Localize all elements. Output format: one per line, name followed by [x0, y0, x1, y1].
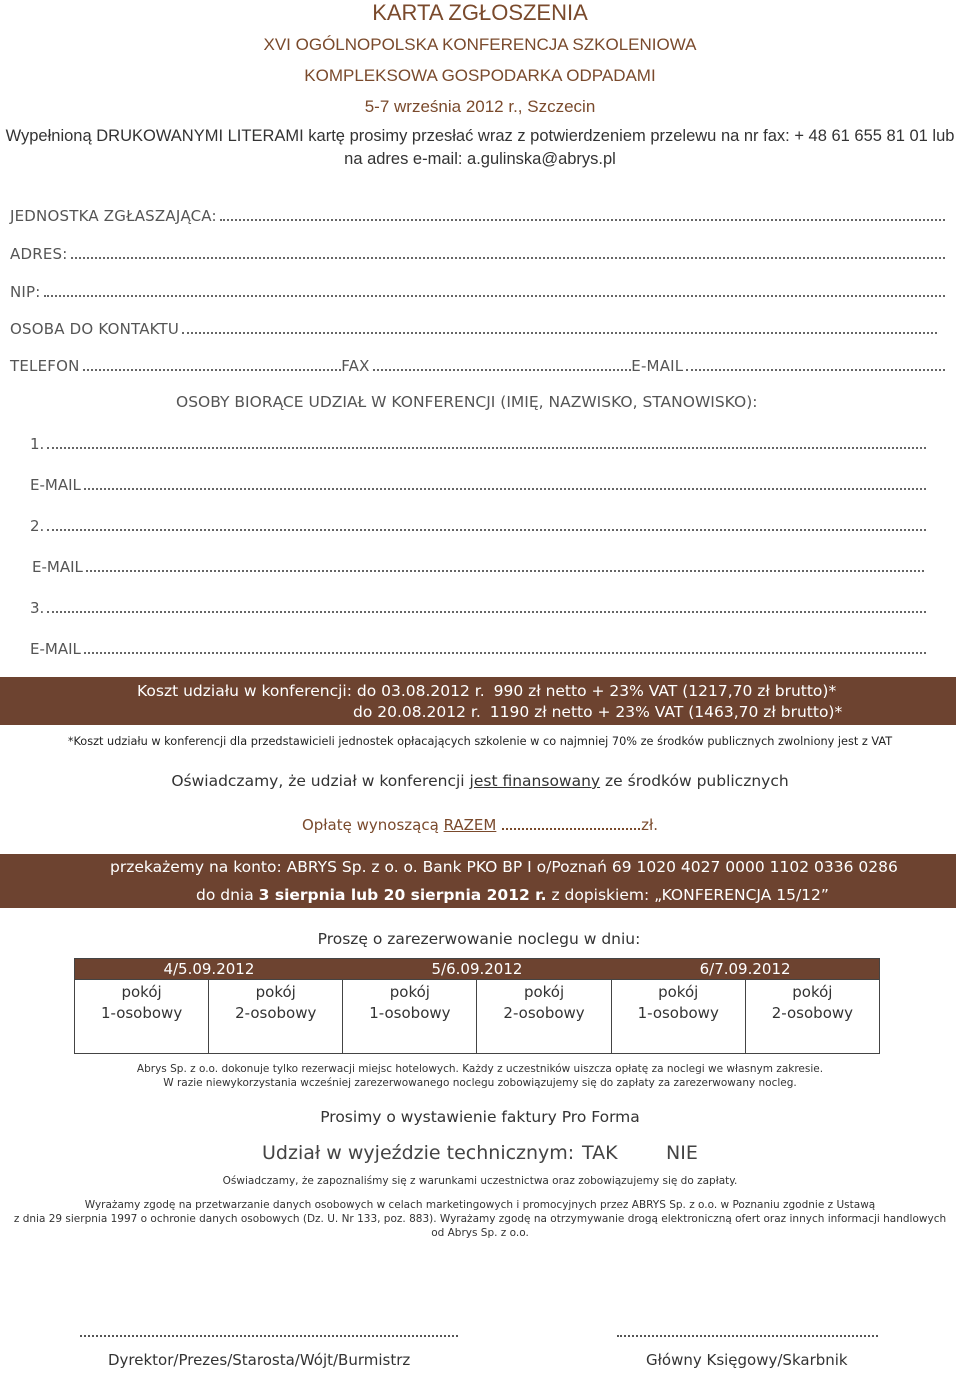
declaration-prefix: Oświadczamy, że udział w konferencji [171, 772, 465, 790]
cost-line-1 [137, 682, 836, 700]
payment-suffix: zł. [641, 816, 659, 834]
conference-topic: KOMPLEKSOWA GOSPODARKA ODPADAMI [304, 66, 656, 85]
participant-3-email-line[interactable] [84, 652, 926, 654]
instruction-line-1: Wypełnioną DRUKOWANYMI LITERAMI kartę prosimy przesłać wraz z potwierdzeniem przelewu na nr fax: + 48 61 655 81 01 lub [5, 127, 955, 145]
instruction-line-2: na adres e-mail: a.gulinska@abrys.pl [344, 150, 616, 168]
room-type: 1-osobowy [637, 1004, 719, 1022]
input-line-email[interactable] [686, 369, 945, 371]
participant-2-email-line[interactable] [86, 570, 924, 572]
label-fax: FAX [341, 357, 370, 375]
payment-amount-line[interactable] [502, 828, 640, 830]
signature-line-left[interactable] [80, 1333, 458, 1337]
label-osoba: OSOBA DO KONTAKTU [10, 320, 180, 338]
lodging-date-2: 5/6.09.2012 [343, 959, 611, 980]
account-line: przekażemy na konto: ABRYS Sp. z o. o. Bank PKO BP I o/Poznań 69 1020 4027 0000 1102 0336 0286 [110, 858, 898, 876]
room-word: pokój [389, 983, 430, 1001]
participant-1-line[interactable] [47, 447, 926, 449]
lodging-option-3-double[interactable] [745, 980, 879, 1054]
financing-declaration [0, 772, 960, 790]
room-type: 2-osobowy [771, 1004, 854, 1022]
cost-line-1-price: 990 zł netto + 23% VAT (1217,70 zł brutto)* [493, 682, 837, 700]
input-line-telefon[interactable] [83, 369, 342, 371]
cost-line-2 [353, 703, 842, 721]
participants-heading: OSOBY BIORĄCE UDZIAŁ W KONFERENCJI (IMIĘ, NAZWISKO, STANOWISKO): [176, 393, 758, 411]
participant-1-email[interactable] [30, 472, 926, 494]
participant-2[interactable] [30, 513, 926, 535]
lodging-table [74, 958, 880, 1054]
signature-label-right: Główny Księgowy/Skarbnik [646, 1351, 848, 1369]
label-adres: ADRES: [10, 245, 68, 263]
input-line-osoba[interactable] [182, 332, 937, 334]
lodging-heading: Proszę o zarezerwowanie noclegu w dniu: [317, 930, 641, 948]
form-title: KARTA ZGŁOSZENIA [372, 0, 588, 25]
room-word: pokój [523, 983, 565, 1001]
room-word: pokój [121, 983, 162, 1001]
cost-line-2-prefix: do 20.08.2012 r. [353, 703, 481, 721]
participant-number: 3. [30, 599, 45, 617]
trip-label: Udział w wyjeździe technicznym: [262, 1142, 575, 1164]
signature-line-right[interactable] [617, 1333, 878, 1337]
input-line-adres[interactable] [71, 257, 946, 259]
field-contact-row[interactable] [10, 353, 945, 375]
field-adres[interactable] [10, 241, 945, 263]
room-type: 1-osobowy [100, 1004, 183, 1022]
participant-email-label: E-MAIL [32, 558, 83, 576]
participant-3[interactable] [30, 595, 926, 617]
participant-number: 1. [30, 435, 45, 453]
participant-1[interactable] [30, 431, 926, 453]
payment-razem: RAZEM [443, 816, 497, 834]
cost-line-1-prefix: Koszt udziału w konferencji: do 03.08.2012 r. [137, 682, 485, 700]
room-word: pokój [658, 983, 699, 1001]
consent-line-1: Wyrażamy zgodę na przetwarzanie danych osobowych w celach marketingowych i promocyjnych przez ABRYS Sp. z o.o. w Poznaniu zgodnie z Ustawą [84, 1199, 876, 1211]
conference-name: XVI OGÓLNOPOLSKA KONFERENCJA SZKOLENIOWA [263, 35, 697, 54]
participant-email-label: E-MAIL [30, 640, 81, 658]
consent-line-2: z dnia 29 sierpnia 1997 o ochronie danych osobowych (Dz. U. Nr 133, poz. 883). Wyrażamy zgodę na otrzymywanie drogą elektroniczną ofert oraz innych informacji handlowych [13, 1213, 947, 1225]
lodging-note-1: Abrys Sp. z o.o. dokonuje tylko rezerwacji miejsc hotelowych. Każdy z uczestników uiszcza opłatę za noclegi we własnym zakresie. [136, 1063, 824, 1075]
field-osoba[interactable] [10, 316, 945, 338]
participant-email-label: E-MAIL [30, 476, 81, 494]
payment-prefix: Opłatę wynoszącą [301, 816, 439, 834]
lodging-option-2-single[interactable] [343, 980, 477, 1054]
room-type: 2-osobowy [503, 1004, 585, 1022]
label-nip: NIP: [10, 283, 41, 301]
lodging-date-3: 6/7.09.2012 [611, 959, 879, 980]
invoice-request: Prosimy o wystawienie faktury Pro Forma [320, 1108, 640, 1126]
participant-2-line[interactable] [47, 529, 926, 531]
declaration-suffix: ze środków publicznych [605, 772, 789, 790]
terms-statement: Oświadczamy, że zapoznaliśmy się z warunkami uczestnictwa oraz zobowiązujemy się do zapłaty. [222, 1175, 738, 1187]
input-line-nip[interactable] [44, 295, 945, 297]
cost-line-2-price: 1190 zł netto + 23% VAT (1463,70 zł brutto)* [489, 703, 843, 721]
participant-3-line[interactable] [47, 611, 926, 613]
participant-number: 2. [30, 517, 45, 535]
cost-footnote: *Koszt udziału w konferencji dla przedstawicieli jednostek opłacających szkolenie w co najmniej 70% ze środków publicznych zwolniony jest z VAT [67, 735, 893, 748]
payment-total[interactable] [0, 816, 960, 834]
room-word: pokój [792, 983, 833, 1001]
declaration-underlined: jest finansowany [469, 772, 601, 790]
lodging-option-2-double[interactable] [477, 980, 611, 1054]
signature-label-left: Dyrektor/Prezes/Starosta/Wójt/Burmistrz [108, 1351, 411, 1369]
trip-yes-option[interactable]: TAK [582, 1142, 618, 1164]
field-jednostka[interactable] [10, 203, 945, 225]
input-line-fax[interactable] [373, 369, 632, 371]
room-type: 2-osobowy [235, 1004, 317, 1022]
participant-1-email-line[interactable] [84, 488, 926, 490]
cost-band [0, 677, 956, 725]
room-word: pokój [255, 983, 296, 1001]
field-nip[interactable] [10, 279, 945, 301]
deadline-bold: 3 sierpnia lub 20 sierpnia 2012 r. [258, 886, 547, 904]
lodging-option-3-single[interactable] [611, 980, 745, 1054]
deadline-line [196, 886, 829, 904]
lodging-note-2: W razie niewykorzystania wcześniej zarezerwowanego noclegu zobowiązujemy się do zapłaty za zarezerwowany nocleg. [163, 1077, 797, 1089]
deadline-suffix: z dopiskiem: „KONFERENCJA 15/12” [551, 886, 829, 904]
participant-3-email[interactable] [30, 636, 926, 658]
deadline-prefix: do dnia [196, 886, 254, 904]
account-band [0, 854, 956, 908]
lodging-option-1-double[interactable] [209, 980, 343, 1054]
room-type: 1-osobowy [369, 1004, 451, 1022]
conference-date: 5-7 września 2012 r., Szczecin [364, 97, 596, 116]
input-line-jednostka[interactable] [220, 219, 945, 221]
lodging-option-1-single[interactable] [75, 980, 209, 1054]
label-telefon: TELEFON [10, 357, 80, 375]
label-jednostka: JEDNOSTKA ZGŁASZAJĄCA: [10, 207, 217, 225]
participant-2-email[interactable] [32, 554, 924, 576]
trip-no-option[interactable]: NIE [666, 1142, 698, 1164]
label-email: E-MAIL [631, 357, 684, 375]
lodging-date-1: 4/5.09.2012 [75, 959, 343, 980]
consent-line-3: od Abrys Sp. z o.o. [431, 1227, 529, 1239]
